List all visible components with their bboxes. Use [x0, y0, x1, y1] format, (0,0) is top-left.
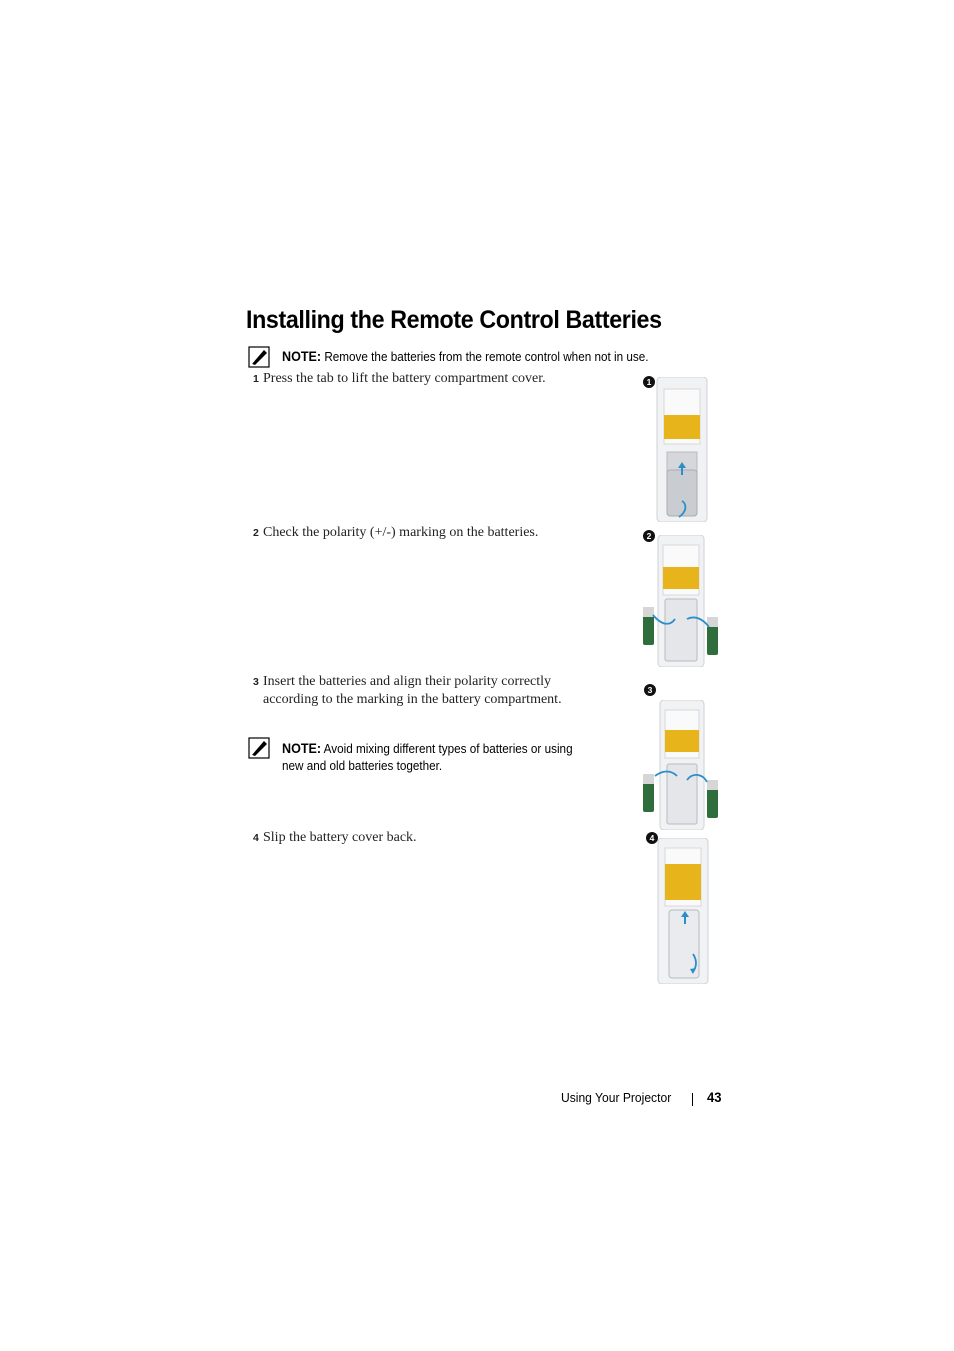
step-2	[253, 524, 613, 542]
note-pencil-icon	[248, 737, 270, 759]
note-text: Remove the batteries from the remote control when not in use.	[324, 350, 649, 364]
step-text: Slip the battery cover back.	[263, 830, 417, 845]
note-remove-batteries	[282, 348, 710, 366]
step-number: 1	[253, 373, 259, 385]
figure-badge-3: 3	[644, 684, 656, 696]
figure-badge-4: 4	[646, 832, 658, 844]
page-title: Installing the Remote Control Batteries	[246, 306, 662, 334]
note-label: NOTE:	[282, 741, 322, 756]
step-4	[253, 829, 613, 847]
remote-cover-lift-illustration	[654, 377, 710, 522]
figure-badge-2: 2	[643, 530, 655, 542]
footer-section-title: Using Your Projector	[561, 1090, 672, 1105]
remote-insert-batteries-illustration	[641, 700, 721, 830]
figure-badge-1: 1	[643, 376, 655, 388]
step-text-line-1: Insert the batteries and align their polarity correctly	[263, 674, 552, 689]
note-avoid-mixing	[282, 740, 617, 775]
step-number: 4	[253, 832, 259, 844]
step-text-line-2: according to the marking in the battery compartment.	[263, 692, 562, 707]
step-number: 2	[253, 527, 259, 539]
step-number: 3	[253, 676, 259, 688]
step-text: Press the tab to lift the battery compartment cover.	[263, 371, 546, 386]
note-pencil-icon	[248, 346, 270, 368]
note-label: NOTE:	[282, 349, 322, 364]
page-number: 43	[707, 1089, 722, 1105]
remote-polarity-illustration	[641, 535, 721, 667]
footer-separator	[692, 1093, 693, 1106]
step-text: Check the polarity (+/-) marking on the batteries.	[263, 525, 539, 540]
note-text-line-2: new and old batteries together.	[282, 759, 443, 773]
step-3	[253, 673, 623, 709]
note-text-line-1: Avoid mixing different types of batteries or using	[323, 742, 573, 756]
step-1	[253, 370, 613, 388]
remote-cover-close-illustration	[655, 838, 711, 984]
